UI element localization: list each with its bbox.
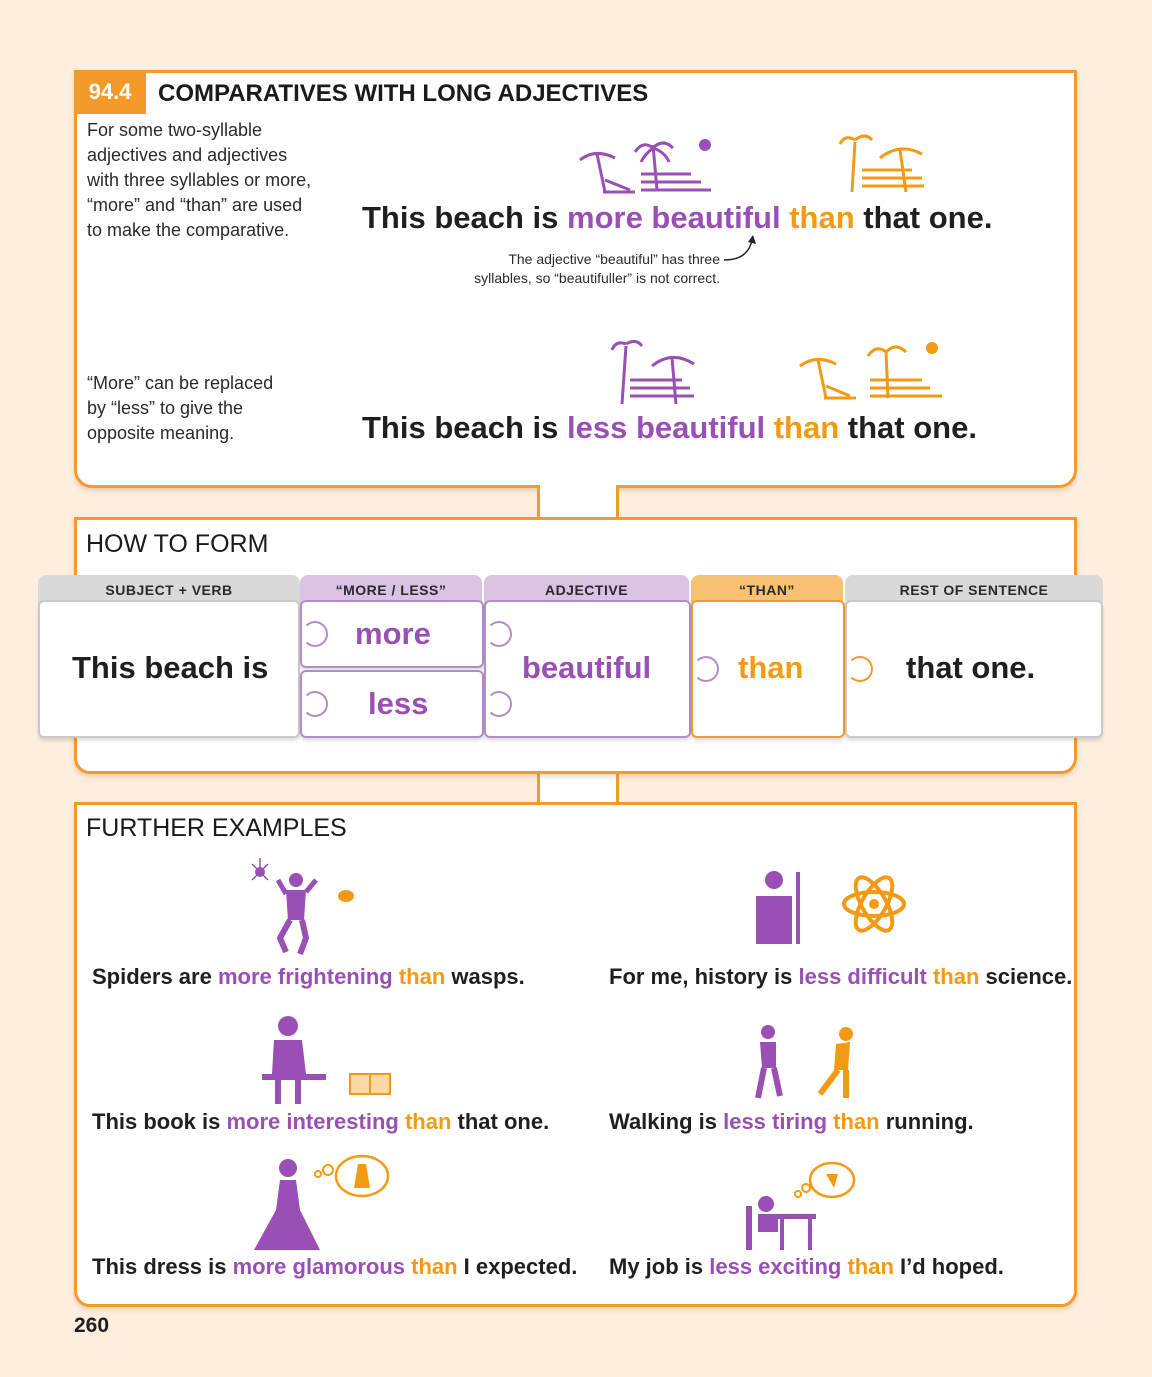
example-text: Spiders are: [92, 964, 218, 989]
example-text: This book is: [92, 1109, 227, 1134]
sentence-rest: that one.: [839, 410, 977, 445]
note-arrow-icon: [720, 234, 760, 264]
sentence-subject: This beach is: [362, 200, 568, 235]
piece-less-text: less: [368, 686, 429, 721]
queen-atom-icon: [750, 866, 910, 946]
further-examples-panel: [74, 802, 1077, 1307]
walking-running-icon: [750, 1024, 870, 1102]
example-text: For me, history is: [609, 964, 799, 989]
example-than: than: [827, 1109, 880, 1134]
example-text: Walking is: [609, 1109, 724, 1134]
tab-subject-verb: SUBJECT + VERB: [38, 575, 300, 605]
section-number-badge: 94.4: [74, 70, 146, 114]
page-number: 260: [74, 1314, 110, 1337]
example-comparative: less tiring: [723, 1109, 828, 1134]
panel-connector: [537, 485, 619, 520]
puzzle-knob: [693, 656, 719, 682]
sentence-than: than: [765, 410, 840, 445]
example-comparative: less difficult: [798, 964, 927, 989]
example-6: [609, 1254, 1004, 1280]
example-than: than: [405, 1254, 458, 1279]
beach-icon-purple-small: [612, 340, 702, 408]
opposite-description: “More” can be replaced by “less” to give the opposite meaning.: [87, 373, 274, 443]
example-3: [92, 1109, 549, 1135]
tab-more-less: “MORE / LESS”: [300, 575, 482, 605]
piece-than-text: than: [738, 650, 804, 685]
intro-description: For some two-syllable adjectives and adjectives with three syllables or more, “more” and “than” are used to make the comparative.: [87, 120, 312, 240]
example-text: I expected.: [457, 1254, 578, 1279]
example-than: than: [392, 964, 446, 989]
how-to-form-heading: HOW TO FORM: [86, 530, 269, 558]
example-text: wasps.: [445, 964, 525, 989]
tab-than: “THAN”: [691, 575, 843, 605]
panel-connector: [537, 771, 619, 805]
example-text: I’d hoped.: [893, 1254, 1004, 1279]
example-than: than: [841, 1254, 894, 1279]
example-comparative: more interesting: [226, 1109, 399, 1134]
sentence-comparative: more beautiful: [567, 200, 781, 235]
further-examples-heading: FURTHER EXAMPLES: [86, 814, 347, 842]
intro-sentence: [362, 200, 992, 236]
example-1: [92, 964, 525, 990]
beach-icon-orange: [840, 130, 940, 198]
puzzle-knob: [486, 621, 512, 647]
syllable-note: The adjective “beautiful” has three syllables, so “beautifuller” is not correct.: [474, 251, 720, 286]
piece-more-text: more: [355, 616, 431, 651]
puzzle-knob: [302, 621, 328, 647]
example-text: My job is: [609, 1254, 710, 1279]
piece-rest-text: that one.: [906, 650, 1036, 685]
tab-rest-of-sentence: REST OF SENTENCE: [845, 575, 1103, 605]
example-4: [609, 1109, 974, 1135]
piece-subject-text: This beach is: [72, 650, 269, 685]
sentence-subject: This beach is: [362, 410, 568, 445]
example-comparative: more glamorous: [232, 1254, 405, 1279]
puzzle-knob: [486, 691, 512, 717]
piece-adjective-text: beautiful: [522, 650, 652, 685]
sentence-rest: that one.: [854, 200, 993, 235]
example-comparative: more frightening: [217, 964, 393, 989]
example-than: than: [926, 964, 980, 989]
section-title: COMPARATIVES WITH LONG ADJECTIVES: [158, 80, 649, 107]
spider-person-icon: [250, 858, 360, 958]
puzzle-knob: [847, 656, 873, 682]
example-text: that one.: [451, 1109, 550, 1134]
opposite-sentence: [362, 410, 977, 446]
example-2: [609, 964, 1072, 990]
example-than: than: [398, 1109, 452, 1134]
example-text: This dress is: [92, 1254, 233, 1279]
tab-adjective: ADJECTIVE: [484, 575, 689, 605]
beach-icon-orange-sun: [798, 336, 948, 404]
sentence-comparative: less beautiful: [567, 410, 766, 445]
example-5: [92, 1254, 577, 1280]
example-comparative: less exciting: [709, 1254, 842, 1279]
sentence-than: than: [780, 200, 855, 235]
desk-worker-icon: [744, 1160, 864, 1252]
puzzle-knob: [302, 691, 328, 717]
reader-book-icon: [262, 1014, 392, 1106]
beach-icon-purple: [575, 130, 725, 198]
example-text: running.: [879, 1109, 974, 1134]
dress-thought-icon: [254, 1154, 394, 1252]
example-text: science.: [979, 964, 1073, 989]
